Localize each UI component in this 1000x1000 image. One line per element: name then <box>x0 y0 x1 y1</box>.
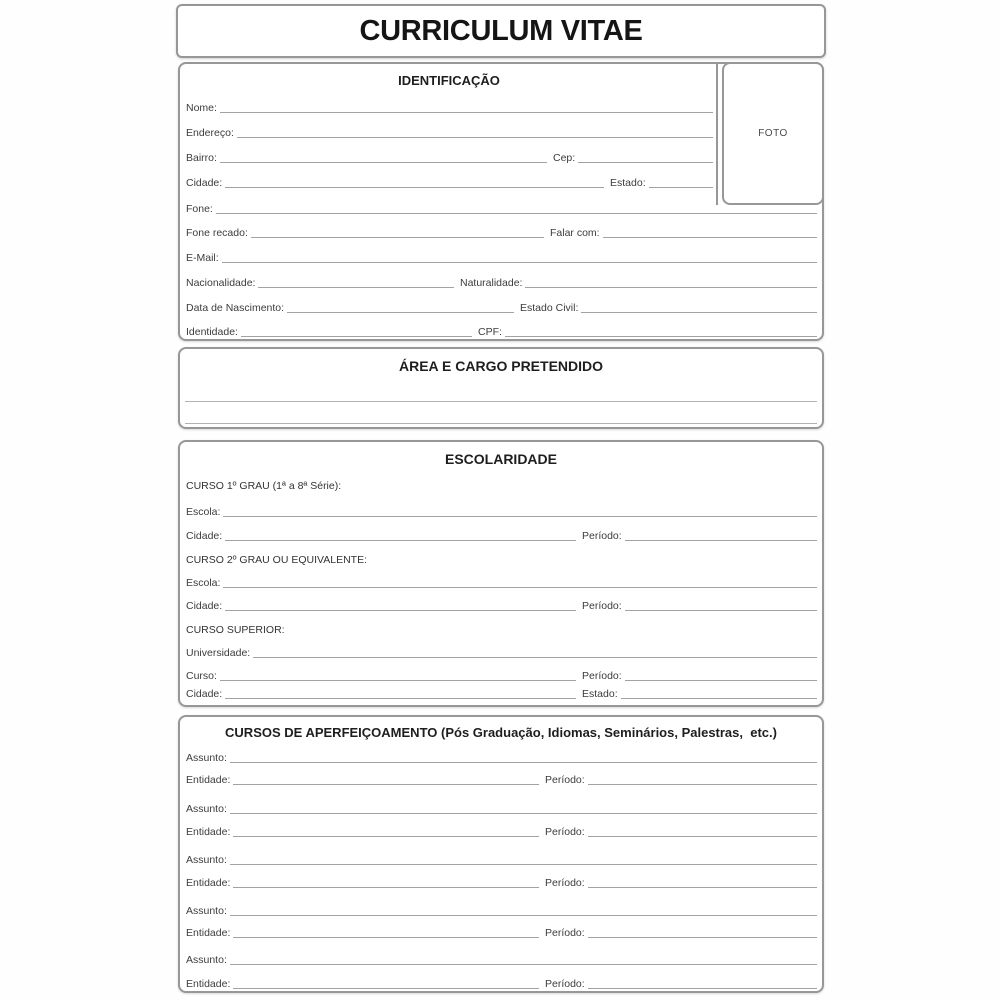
label-escola: Escola: <box>186 577 221 589</box>
row-endereco <box>186 125 713 140</box>
label-periodo: Período: <box>545 877 585 889</box>
label-nome: Nome: <box>186 102 217 114</box>
section-escolaridade <box>178 440 824 707</box>
label-naturalidade: Naturalidade: <box>460 277 523 289</box>
label-periodo: Período: <box>582 600 622 612</box>
label-fone-recado: Fone recado: <box>186 227 248 239</box>
label-assunto: Assunto: <box>186 752 227 764</box>
row-assunto-2 <box>186 801 817 816</box>
row-curso-periodo <box>186 668 817 683</box>
row-curso-2-grau <box>186 552 817 567</box>
blank-line-fone-recado <box>251 237 544 238</box>
blank-line-curso <box>220 680 576 681</box>
label-curso: Curso: <box>186 670 217 682</box>
blank-line-periodo-1 <box>625 540 817 541</box>
row-entidade-2 <box>186 824 817 839</box>
label-nacionalidade: Nacionalidade: <box>186 277 256 289</box>
label-periodo: Período: <box>582 670 622 682</box>
blank-line-falar-com <box>603 237 817 238</box>
row-cidade-estado <box>186 175 713 190</box>
label-curso-superior: CURSO SUPERIOR: <box>186 624 285 636</box>
label-endereco: Endereço: <box>186 127 234 139</box>
blank-line-escola-2 <box>223 587 817 588</box>
row-escola-2 <box>186 575 817 590</box>
blank-line-periodo-c1 <box>588 784 817 785</box>
label-identidade: Identidade: <box>186 326 238 338</box>
blank-line-data-nascimento <box>287 312 514 313</box>
label-entidade: Entidade: <box>186 774 231 786</box>
row-fone-recado <box>186 225 817 240</box>
row-entidade-1 <box>186 772 817 787</box>
label-falar-com: Falar com: <box>550 227 600 239</box>
label-email: E-Mail: <box>186 252 219 264</box>
blank-line-endereco <box>237 137 713 138</box>
row-curso-1-grau <box>186 478 817 493</box>
photo-label: FOTO <box>758 128 788 139</box>
row-curso-superior <box>186 622 817 637</box>
label-entidade: Entidade: <box>186 877 231 889</box>
label-estado-civil: Estado Civil: <box>520 302 579 314</box>
blank-line-periodo-c5 <box>588 988 817 989</box>
label-entidade: Entidade: <box>186 927 231 939</box>
label-periodo: Período: <box>545 927 585 939</box>
row-nome <box>186 100 713 115</box>
blank-line-nacionalidade <box>258 287 454 288</box>
section-cursos-aperfeicoamento <box>178 715 824 993</box>
label-periodo: Período: <box>545 774 585 786</box>
label-entidade: Entidade: <box>186 978 231 990</box>
row-nacionalidade <box>186 275 817 290</box>
label-entidade: Entidade: <box>186 826 231 838</box>
blank-line-periodo-2 <box>625 610 817 611</box>
blank-line-cidade <box>225 187 604 188</box>
blank-line-cidade-1 <box>225 540 576 541</box>
row-cidade-estado-superior <box>186 686 817 701</box>
blank-line-entidade-5 <box>233 988 539 989</box>
row-bairro-cep <box>186 150 713 165</box>
blank-line-assunto-5 <box>230 964 817 965</box>
row-cidade-periodo-1 <box>186 528 817 543</box>
label-escola: Escola: <box>186 506 221 518</box>
blank-line-assunto-2 <box>230 813 817 814</box>
label-assunto: Assunto: <box>186 905 227 917</box>
blank-line-email <box>222 262 817 263</box>
row-cidade-periodo-2 <box>186 598 817 613</box>
blank-line-entidade-3 <box>233 887 539 888</box>
label-periodo: Período: <box>582 530 622 542</box>
row-universidade <box>186 645 817 660</box>
blank-line-estado <box>649 187 713 188</box>
label-assunto: Assunto: <box>186 854 227 866</box>
row-identidade-cpf <box>186 324 817 339</box>
identificacao-header: IDENTIFICAÇÃO <box>398 73 500 88</box>
blank-line-fone <box>216 213 817 214</box>
blank-line-periodo-3 <box>625 680 817 681</box>
blank-line-bairro <box>220 162 547 163</box>
row-assunto-3 <box>186 852 817 867</box>
cursos-header: CURSOS DE APERFEIÇOAMENTO (Pós Graduação, Idiomas, Seminários, Palestras, etc.) <box>225 725 777 740</box>
row-email <box>186 250 817 265</box>
blank-line-periodo-c4 <box>588 937 817 938</box>
blank-line-entidade-1 <box>233 784 539 785</box>
identificacao-photo-divider <box>716 62 718 205</box>
label-assunto: Assunto: <box>186 803 227 815</box>
blank-line-periodo-c3 <box>588 887 817 888</box>
label-curso-1-grau: CURSO 1º GRAU (1ª a 8ª Série): <box>186 480 342 492</box>
section-identificacao <box>178 62 824 341</box>
row-entidade-3 <box>186 875 817 890</box>
blank-line-assunto-4 <box>230 915 817 916</box>
blank-line-cidade-2 <box>225 610 576 611</box>
label-assunto: Assunto: <box>186 954 227 966</box>
blank-line-area-1 <box>185 401 817 402</box>
blank-line-entidade-4 <box>233 937 539 938</box>
label-cidade: Cidade: <box>186 530 223 542</box>
blank-line-cpf <box>505 336 817 337</box>
area-cargo-header: ÁREA E CARGO PRETENDIDO <box>398 358 604 374</box>
blank-line-assunto-3 <box>230 864 817 865</box>
blank-line-cidade-3 <box>225 698 576 699</box>
blank-line-cep <box>578 162 713 163</box>
label-periodo: Período: <box>545 978 585 990</box>
row-assunto-4 <box>186 903 817 918</box>
escolaridade-header: ESCOLARIDADE <box>444 451 557 467</box>
label-cidade: Cidade: <box>186 600 223 612</box>
row-fone <box>186 201 817 216</box>
blank-line-assunto-1 <box>230 762 817 763</box>
row-entidade-5 <box>186 976 817 991</box>
form-title: CURRICULUM VITAE <box>359 14 643 47</box>
label-cep: Cep: <box>553 152 576 164</box>
label-universidade: Universidade: <box>186 647 251 659</box>
blank-line-identidade <box>241 336 472 337</box>
label-estado: Estado: <box>582 688 618 700</box>
label-fone: Fone: <box>186 203 213 215</box>
blank-line-escola-1 <box>223 516 817 517</box>
label-cidade: Cidade: <box>186 177 223 189</box>
blank-line-area-2 <box>185 423 817 424</box>
row-assunto-1 <box>186 750 817 765</box>
label-bairro: Bairro: <box>186 152 217 164</box>
label-data-nascimento: Data de Nascimento: <box>186 302 285 314</box>
blank-line-estado-superior <box>621 698 817 699</box>
label-cidade: Cidade: <box>186 688 223 700</box>
blank-line-periodo-c2 <box>588 836 817 837</box>
row-assunto-5 <box>186 952 817 967</box>
blank-line-entidade-2 <box>233 836 539 837</box>
blank-line-universidade <box>253 657 817 658</box>
blank-line-estado-civil <box>581 312 817 313</box>
label-cpf: CPF: <box>478 326 502 338</box>
row-entidade-4 <box>186 925 817 940</box>
label-curso-2-grau: CURSO 2º GRAU OU EQUIVALENTE: <box>186 554 368 566</box>
label-estado: Estado: <box>610 177 646 189</box>
row-nascimento <box>186 300 817 315</box>
photo-box <box>722 62 824 205</box>
label-periodo: Período: <box>545 826 585 838</box>
blank-line-naturalidade <box>525 287 817 288</box>
title-box <box>176 4 826 58</box>
section-area-cargo <box>178 347 824 429</box>
blank-line-nome <box>220 112 713 113</box>
row-escola-1 <box>186 504 817 519</box>
